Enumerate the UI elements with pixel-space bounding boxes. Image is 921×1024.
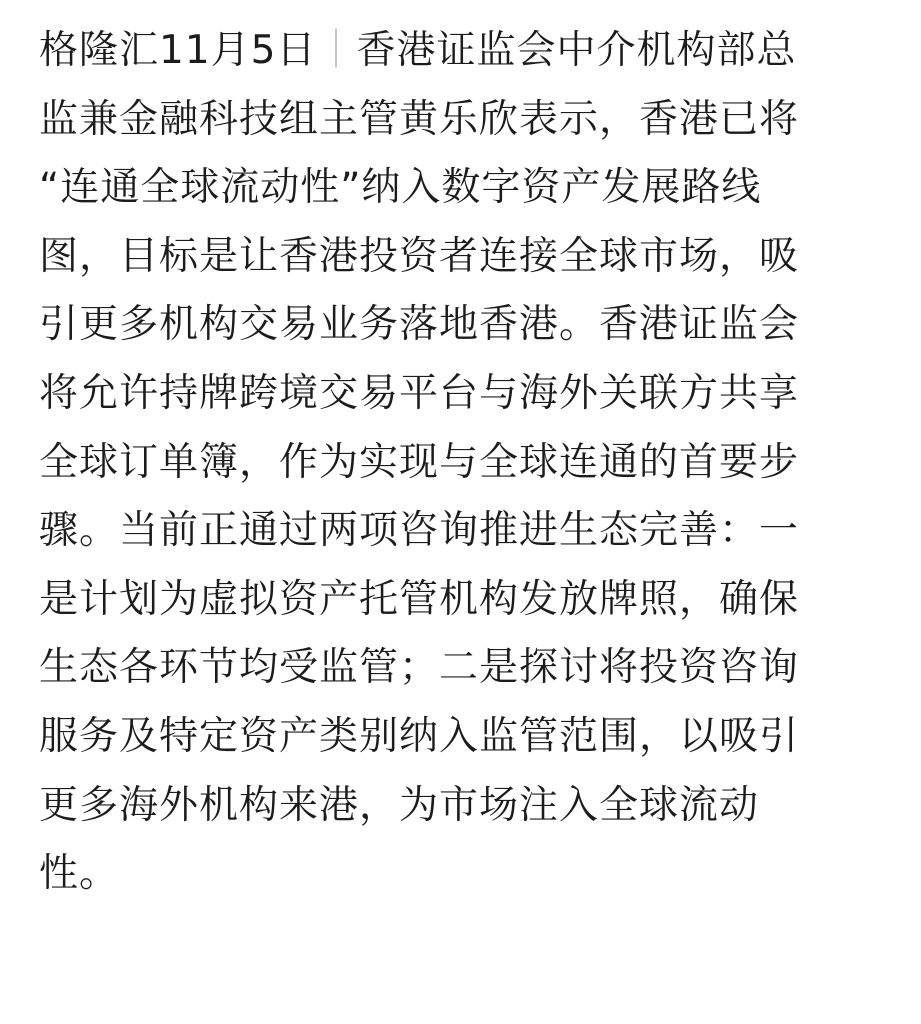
- article-line: 将允许持牌跨境交易平台与海外关联方共享: [39, 370, 800, 416]
- article-line: “连通全球流动性”纳入数字资产发展路线: [39, 165, 762, 211]
- article-line: 图，目标是让香港投资者连接全球市场，吸: [39, 233, 800, 279]
- article-line: 更多海外机构来港，为市场注入全球流动: [39, 782, 760, 828]
- article-body: [39, 17, 884, 909]
- article-line: 是计划为虚拟资产托管机构发放牌照，确保: [39, 576, 800, 622]
- article-line: 全球订单簿，作为实现与全球连通的首要步: [39, 439, 800, 485]
- article-line: 骤。当前正通过两项咨询推进生态完善：一: [39, 508, 800, 554]
- dateline: 格隆汇11月5日: [39, 28, 317, 73]
- article-line: 引更多机构交易业务落地香港。香港证监会: [39, 302, 800, 348]
- article-text: 香港证监会中介机构部总: [356, 28, 797, 73]
- article-line: [39, 17, 884, 86]
- article-line: 服务及特定资产类别纳入监管范围，以吸引: [39, 713, 800, 759]
- article-line: 监兼金融科技组主管黄乐欣表示，香港已将: [39, 96, 800, 142]
- dateline-separator: ｜: [316, 28, 357, 73]
- article-line: 生态各环节均受监管；二是探讨将投资咨询: [39, 645, 800, 691]
- article-line: 性。: [39, 851, 120, 897]
